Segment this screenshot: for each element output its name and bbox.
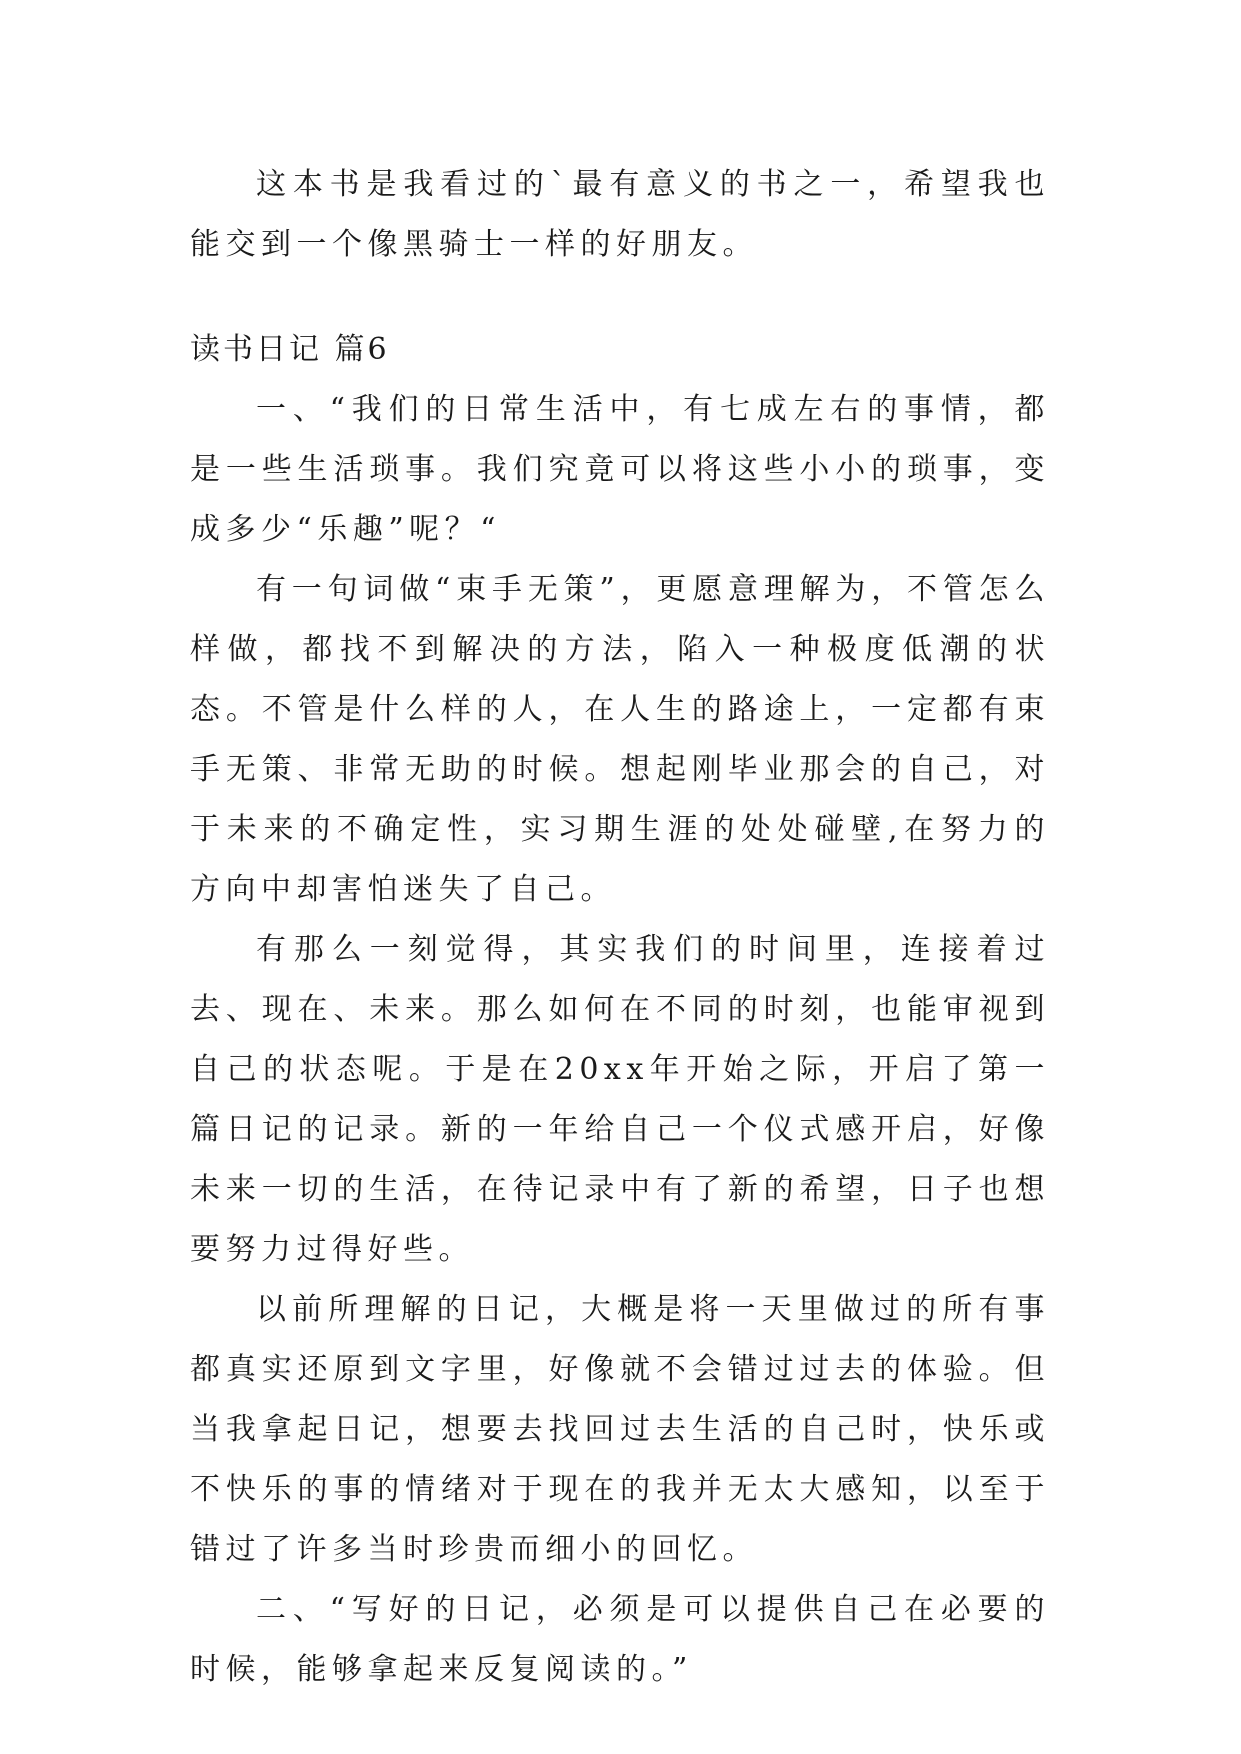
paragraph-4: 以前所理解的日记，大概是将一天里做过的所有事都真实还原到文字里，好像就不会错过过去的体验。但当我拿起日记，想要去找回过去生活的自己时，快乐或不快乐的事的情绪对于现在的我并无太大感知，以至于错过了许多当时珍贵而细小的回忆。: [190, 1292, 1050, 1567]
paragraph-intro: 这本书是我看过的`最有意义的书之一，希望我也能交到一个像黑骑士一样的好朋友。: [190, 167, 1050, 262]
paragraph-5: 二、“写好的日记，必须是可以提供自己在必要的时候，能够拿起来反复阅读的。”: [190, 1592, 1050, 1687]
document-body: [190, 155, 1050, 1700]
paragraph-1: 一、“我们的日常生活中，有七成左右的事情，都是一些生活琐事。我们究竟可以将这些小小的琐事，变成多少“乐趣”呢？“: [190, 392, 1050, 547]
paragraph-2: 有一句词做“束手无策”，更愿意理解为，不管怎么样做，都找不到解决的方法，陷入一种极度低潮的状态。不管是什么样的人，在人生的路途上，一定都有束手无策、非常无助的时候。想起刚毕业那会的自己，对于未来的不确定性，实习期生涯的处处碰壁,在努力的方向中却害怕迷失了自己。: [190, 572, 1050, 907]
paragraph-3: 有那么一刻觉得，其实我们的时间里，连接着过去、现在、未来。那么如何在不同的时刻，也能审视到自己的状态呢。于是在20xx年开始之际，开启了第一篇日记的记录。新的一年给自己一个仪式感开启，好像未来一切的生活，在待记录中有了新的希望，日子也想要努力过得好些。: [190, 932, 1050, 1267]
section-title: 读书日记 篇6: [190, 332, 390, 367]
